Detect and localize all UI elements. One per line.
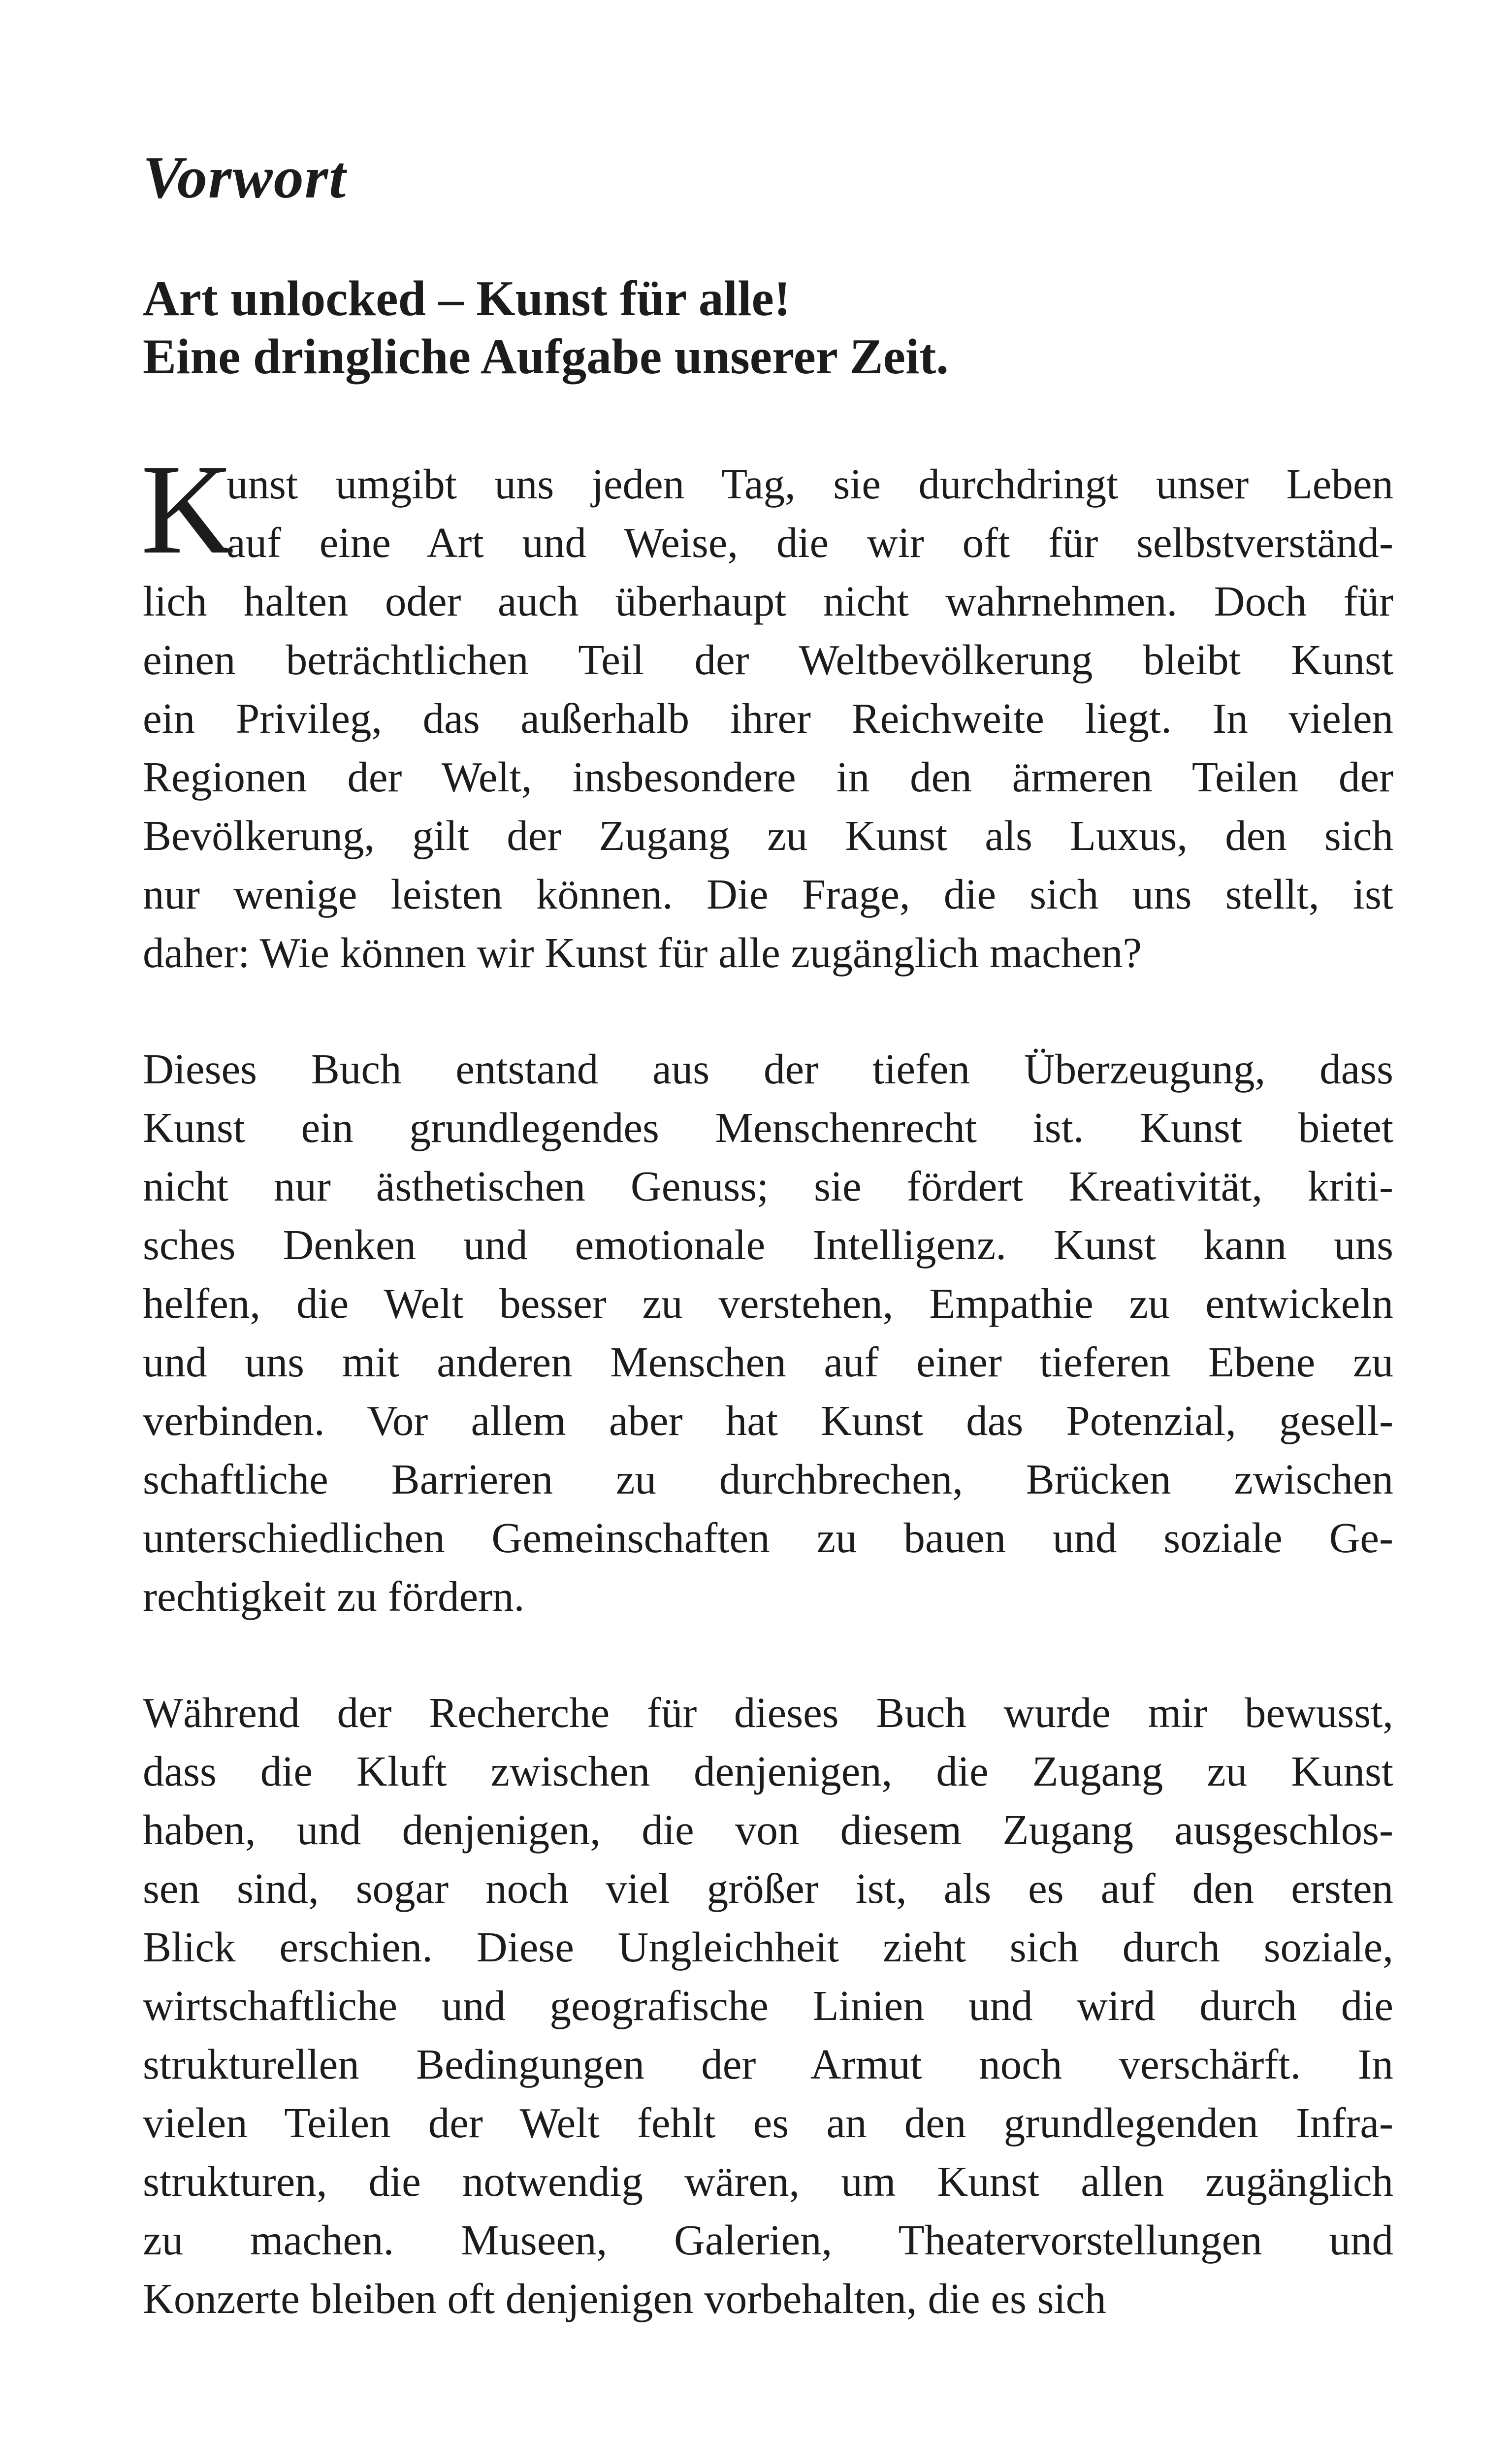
text-line: auf eine Art und Weise, die wir oft für selbstverständ- [226,518,1393,566]
text-line: helfen, die Welt besser zu verstehen, Empathie zu entwickeln [143,1279,1393,1327]
text-line: wirtschaftliche und geografische Linien und wird durch die [143,1981,1393,2029]
section-label: Vorwort [143,144,347,211]
headline-line-1: Art unlocked – Kunst für alle! [143,271,791,326]
text-line: dass die Kluft zwischen denjenigen, die Zugang zu Kunst [143,1747,1393,1795]
paragraph-2 [143,1040,1393,1626]
text-line: strukturellen Bedingungen der Armut noch verschärft. In [143,2040,1393,2088]
text-line: und uns mit anderen Menschen auf einer tieferen Ebene zu [143,1337,1393,1386]
text-line: schaftliche Barrieren zu durchbrechen, Brücken zwischen [143,1455,1393,1503]
text-line: sen sind, sogar noch viel größer ist, als es auf den ersten [143,1864,1393,1912]
text-line: Bevölkerung, gilt der Zugang zu Kunst als Luxus, den sich [143,811,1393,859]
drop-cap: K [141,437,234,581]
text-line: haben, und denjenigen, die von diesem Zugang ausgeschlos- [143,1805,1393,1854]
text-line: unst umgibt uns jeden Tag, sie durchdringt unser Leben [226,459,1393,508]
text-line: Kunst ein grundlegendes Menschenrecht ist. Kunst bietet [143,1103,1393,1151]
text-line: unterschiedlichen Gemeinschaften zu bauen und soziale Ge- [143,1513,1393,1562]
headline-line-2: Eine dringliche Aufgabe unserer Zeit. [143,329,949,385]
text-line: Dieses Buch entstand aus der tiefen Überzeugung, dass [143,1044,1393,1093]
paragraph-3 [143,1683,1393,2328]
text-line: verbinden. Vor allem aber hat Kunst das Potenzial, gesell- [143,1396,1393,1444]
text-line: vielen Teilen der Welt fehlt es an den grundlegenden Infra- [143,2098,1393,2147]
text-line: Regionen der Welt, insbesondere in den ärmeren Teilen der [143,752,1393,801]
text-line: Während der Recherche für dieses Buch wurde mir bewusst, [143,1688,1393,1736]
chapter-headline [143,270,1393,387]
text-line: zu machen. Museen, Galerien, Theatervorstellungen und [143,2215,1393,2264]
paragraph-1 [141,437,1393,982]
text-line: daher: Wie können wir Kunst für alle zugänglich machen? [143,928,1142,977]
text-line: ein Privileg, das außerhalb ihrer Reichweite liegt. In vielen [143,694,1393,742]
text-line: lich halten oder auch überhaupt nicht wahrnehmen. Doch für [143,577,1393,625]
text-line: Blick erschien. Diese Ungleichheit zieht sich durch soziale, [143,1922,1393,1971]
text-line: nicht nur ästhetischen Genuss; sie fördert Kreativität, kriti- [143,1162,1393,1210]
text-line: Konzerte bleiben oft denjenigen vorbehalten, die es sich [143,2274,1106,2322]
text-line: rechtigkeit zu fördern. [143,1572,525,1620]
text-line: einen beträchtlichen Teil der Weltbevölkerung bleibt Kunst [143,635,1393,684]
book-page [141,144,1393,2328]
text-line: nur wenige leisten können. Die Frage, die sich uns stellt, ist [143,870,1393,918]
text-line: sches Denken und emotionale Intelligenz. Kunst kann uns [143,1220,1393,1269]
text-line: strukturen, die notwendig wären, um Kunst allen zugänglich [143,2157,1393,2205]
